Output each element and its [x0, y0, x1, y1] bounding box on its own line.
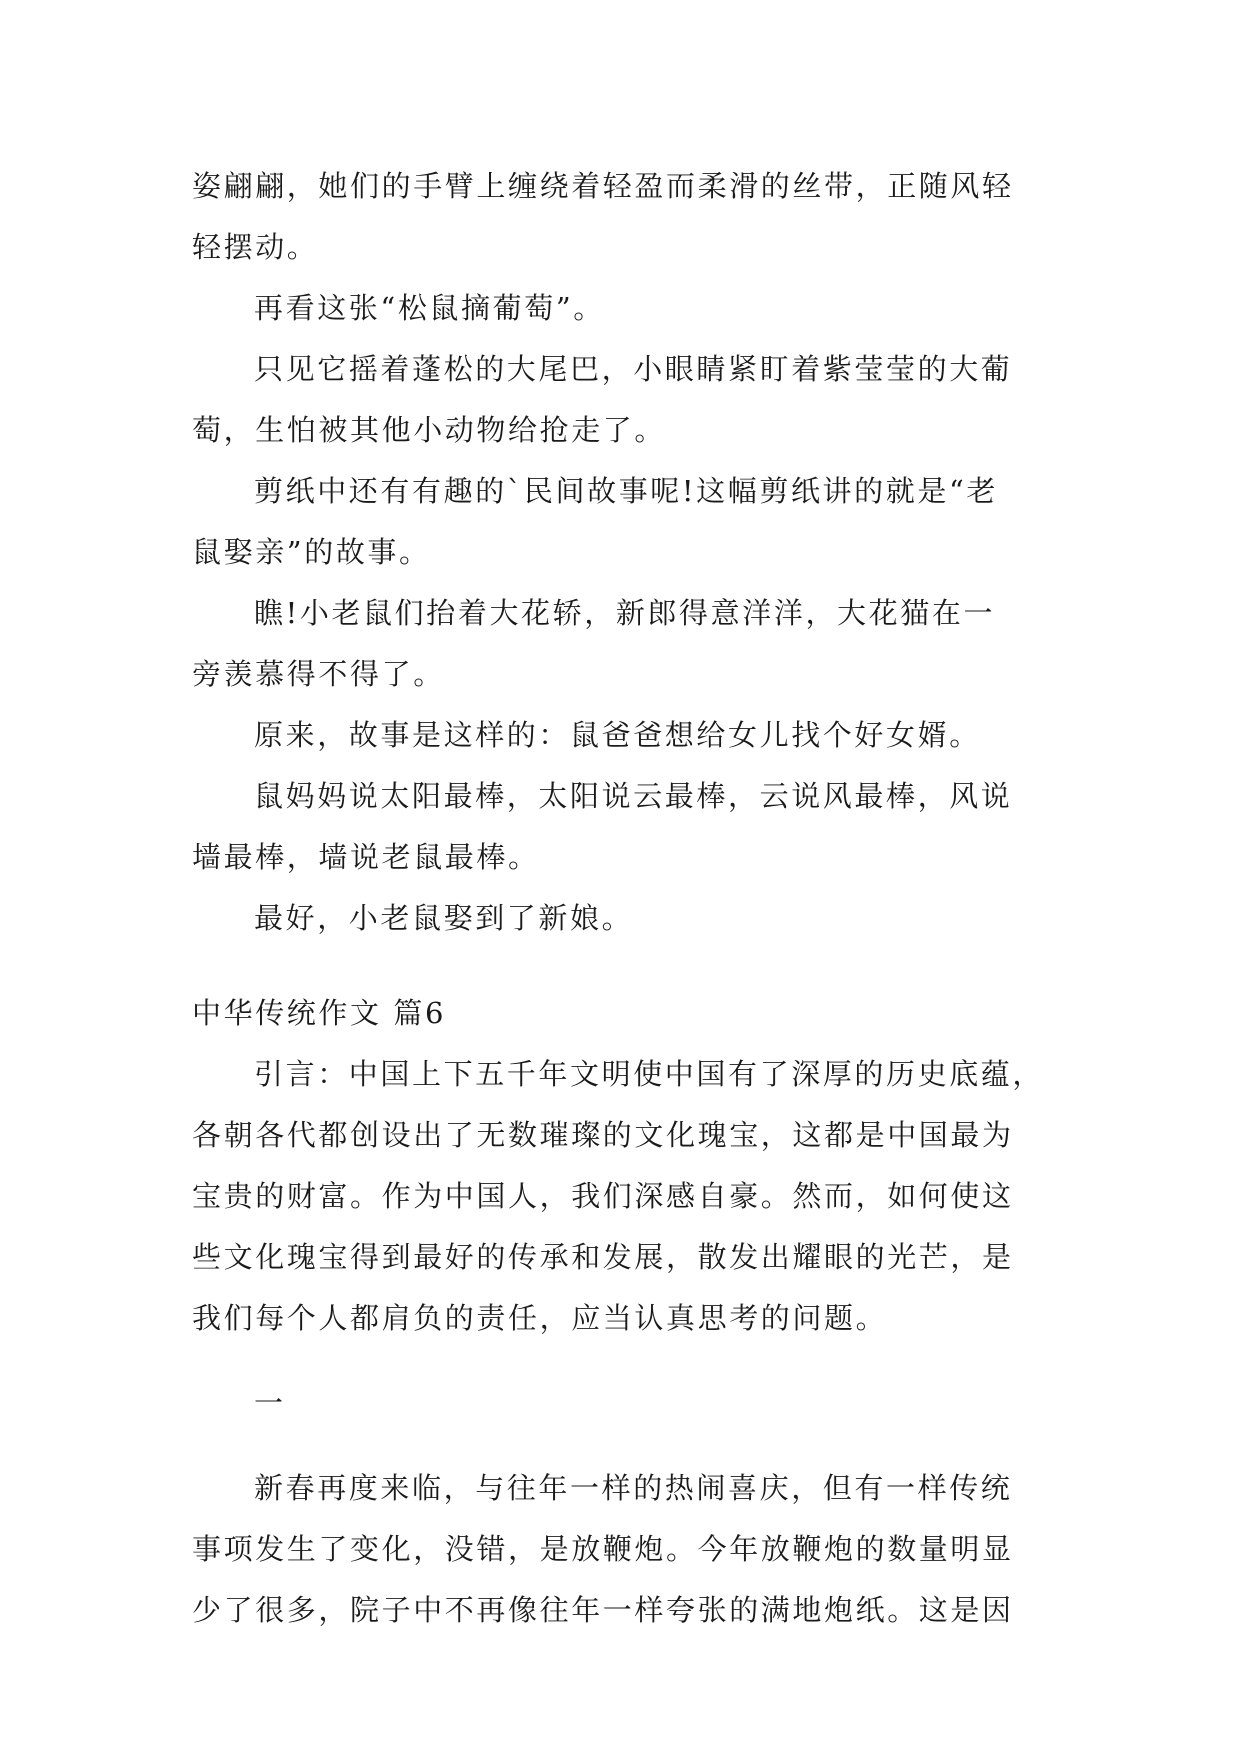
text-line: 宝贵的财富。作为中国人，我们深感自豪。然而，如何使这 — [192, 1179, 1014, 1213]
paragraph-spacer — [192, 1434, 1052, 1458]
paragraph — [192, 1373, 1052, 1434]
text-line: 姿翩翩，她们的手臂上缠绕着轻盈而柔滑的丝带，正随风轻 — [192, 169, 1014, 203]
section-heading: 中华传统作文 篇6 — [192, 996, 447, 1030]
paragraph — [192, 278, 1052, 339]
paragraph — [192, 1458, 1052, 1641]
text-line: 最好，小老鼠娶到了新娘。 — [254, 901, 634, 935]
text-line: 引言：中国上下五千年文明使中国有了深厚的历史底蕴， — [254, 1057, 1045, 1091]
text-line: 少了很多，院子中不再像往年一样夸张的满地炮纸。这是因 — [192, 1593, 1014, 1627]
text-line: 剪纸中还有有趣的`民间故事呢!这幅剪纸讲的就是“老 — [254, 474, 998, 508]
text-line: 鼠娶亲”的故事。 — [192, 535, 431, 569]
text-line: 轻摆动。 — [192, 230, 319, 264]
paragraph — [192, 766, 1052, 888]
paragraph — [192, 583, 1052, 705]
text-line: 事项发生了变化，没错，是放鞭炮。今年放鞭炮的数量明显 — [192, 1532, 1014, 1566]
paragraph — [192, 705, 1052, 766]
text-line: 原来，故事是这样的：鼠爸爸想给女儿找个好女婿。 — [254, 718, 981, 752]
text-line: 墙最棒，墙说老鼠最棒。 — [192, 840, 540, 874]
text-line: 各朝各代都创设出了无数璀璨的文化瑰宝，这都是中国最为 — [192, 1118, 1014, 1152]
section-spacer — [192, 949, 1052, 983]
paragraph — [192, 156, 1052, 278]
text-line: 些文化瑰宝得到最好的传承和发展，散发出耀眼的光芒，是 — [192, 1240, 1014, 1274]
text-line: 再看这张“松鼠摘葡萄”。 — [254, 291, 605, 325]
paragraph — [192, 1044, 1052, 1349]
paragraph-spacer — [192, 1349, 1052, 1373]
paragraph — [192, 461, 1052, 583]
text-line: 萄，生怕被其他小动物给抢走了。 — [192, 413, 667, 447]
document-body — [192, 156, 1052, 1641]
text-line: 一 — [254, 1386, 286, 1420]
text-line: 瞧!小老鼠们抬着大花轿，新郎得意洋洋，大花猫在一 — [254, 596, 996, 630]
text-line: 旁羡慕得不得了。 — [192, 657, 445, 691]
text-line: 鼠妈妈说太阳最棒，太阳说云最棒，云说风最棒，风说 — [254, 779, 1013, 813]
text-line: 新春再度来临，与往年一样的热闹喜庆，但有一样传统 — [254, 1471, 1013, 1505]
paragraph — [192, 888, 1052, 949]
text-line: 只见它摇着蓬松的大尾巴，小眼睛紧盯着紫莹莹的大葡 — [254, 352, 1013, 386]
text-line: 我们每个人都肩负的责任，应当认真思考的问题。 — [192, 1301, 888, 1335]
paragraph — [192, 339, 1052, 461]
